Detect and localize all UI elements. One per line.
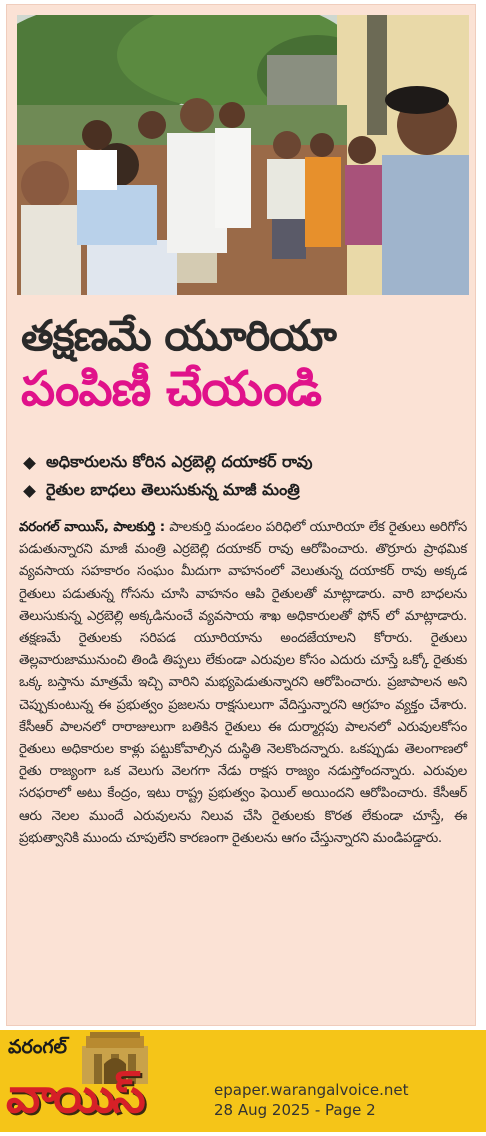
article-photo bbox=[17, 15, 469, 295]
article-body bbox=[19, 517, 467, 850]
headline-line-1: తక్షణమే యూరియా bbox=[21, 311, 336, 360]
headline-line-2: పంపిణీ చేయండి bbox=[21, 361, 322, 417]
logo-top-text: వరంగల్ bbox=[8, 1036, 67, 1058]
photo-illustration bbox=[17, 15, 469, 295]
subheadline-bullets bbox=[21, 449, 471, 505]
warangal-voice-logo bbox=[6, 1032, 206, 1128]
dateline: వరంగల్ వాయిస్, పాలకుర్తి : bbox=[19, 520, 165, 535]
bullet-diamond-icon bbox=[23, 457, 36, 470]
article-body-text: పాలకుర్తి మండలం పరిధిలో యూరియా లేక రైతులు అరిగోస పడుతున్నారని మాజీ మంత్రి ఎర్రబెల్లి దయాకర్ రావు ఆరోపించారు. తొర్రూరు ప్రాథమిక వ్యవసాయ సహకారం సంఘం మీదుగా వాహనంలో వెలుతున్న దయాకర్ రావు అక్కడ రైతులు పడుతున్న గోసను చూసి వాహనం ఆపి రైతులతో మాట్లాడారు. వారి బాధలను తెలుసుకున్న ఎర్రబెల్లి అక్కడినుంచే వ్యవసాయ శాఖ అధికారులతో ఫోన్ లో మాట్లాడారు. తక్షణమే రైతులకు సరిపడ యూరియాను అందజేయాలని కోరారు. రైతులు తెల్లవారుజామునుంచి తిండి తిప్పలు లేకుండా ఎరువుల కోసం ఎదురు చూస్తే ఒక్కో రైతుకు ఒక్క బస్తాను మాత్రమే ఇచ్చి వారిని మభ్యపెడుతున్నారని ఆరోపించారు. ప్రజాపాలన అని చెప్పుకుంటున్న ఈ ప్రభుత్వం ప్రజలను రాక్షసులుగా వేదిస్తున్నారని ఆగ్రహం వ్యక్తం చేశారు. కేసీఆర్ పాలనలో రారాజులుగా బతికిన రైతులు ఈ దుర్మార్గపు పాలనలో ఎరువులకోసం రైతులు అధికారుల కాళ్లు పట్టుకోవాల్సిన దుస్థితి నెలకొందన్నారు. ఒకప్పుడు తెలంగాణలో రైతు రాజ్యంగా ఒక వెలుగు వెలగగా నేడు రాక్షస రాజ్యం నడుస్తోందన్నారు. ఎరువుల సరఫరాలో అటు కేంద్రం, ఇటు రాష్ట్ర ప్రభుత్వం ఫెయిల్ అయిందని ఆరోపించారు. కేసీఆర్ ఆరు నెలల ముందే ఎరువులను నిలువ చేసి రైతులకు కొరత లేకుండా చూస్తే, ఈ ప్రభుత్వానికి ముందు చూపులేని కారణంగా రైతులను ఆగం చేస్తున్నారని మండిపడ్డారు. bbox=[19, 520, 467, 846]
news-article bbox=[6, 4, 476, 1026]
bullet-item bbox=[21, 449, 471, 477]
logo-main-text: వాయిస్ bbox=[6, 1068, 143, 1124]
epaper-info bbox=[214, 1080, 409, 1120]
bullet-item bbox=[21, 477, 471, 505]
edition-date-page: 28 Aug 2025 - Page 2 bbox=[214, 1101, 376, 1119]
bullet-text: అధికారులను కోరిన ఎర్రబెల్లి దయాకర్ రావు bbox=[46, 451, 313, 471]
bullet-text: రైతుల బాధలు తెలుసుకున్న మాజీ మంత్రి bbox=[46, 479, 300, 499]
bullet-diamond-icon bbox=[23, 485, 36, 498]
epaper-footer bbox=[0, 1030, 486, 1132]
epaper-url[interactable]: epaper.warangalvoice.net bbox=[214, 1081, 409, 1099]
